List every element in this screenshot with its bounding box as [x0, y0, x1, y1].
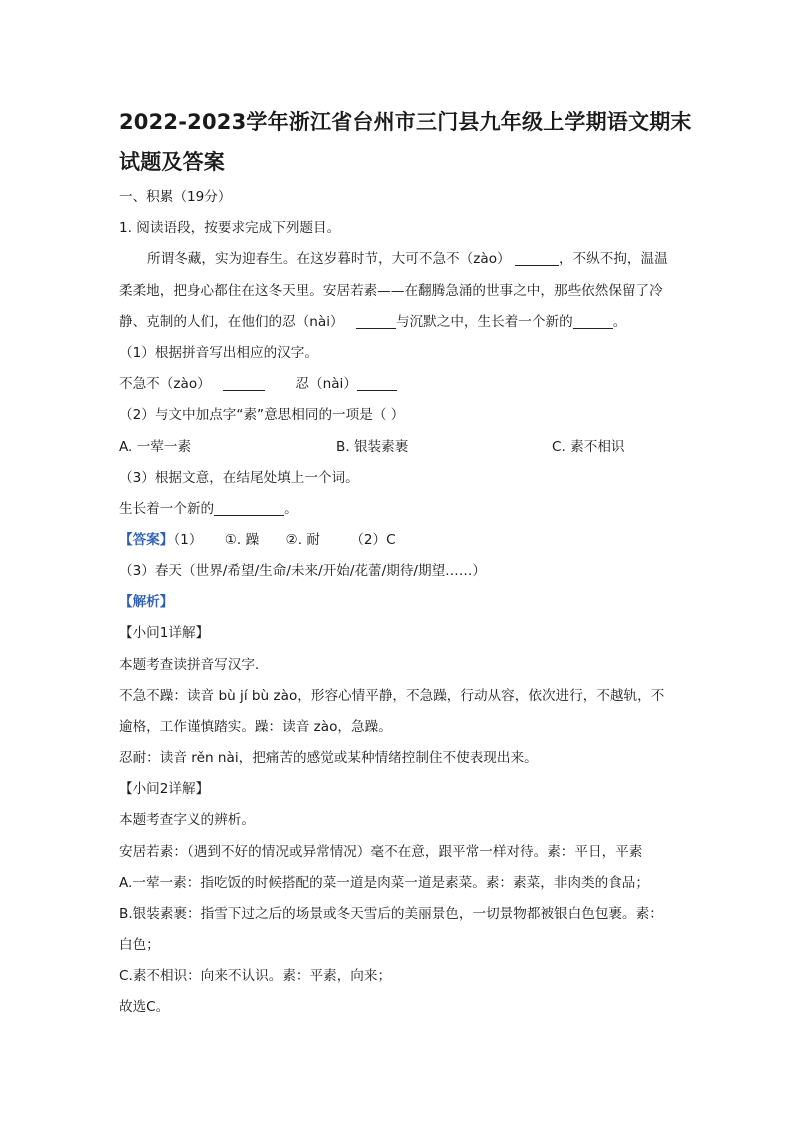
analysis-text: 忍耐：读音 rěn nài，把痛苦的感觉或某种情绪控制住不使表现出来。	[119, 750, 538, 766]
passage-line-2: 柔柔地，把身心都住在这冬天里。安居若素——在翻腾急涌的世事之中，那些依然保留了冷	[119, 283, 663, 299]
answer-part: ①. 躁	[224, 532, 260, 548]
answer-line-1	[119, 531, 396, 549]
passage-text: 与沉默之中，生长着一个新的	[395, 314, 573, 330]
passage-line-3	[119, 313, 626, 331]
passage-text: 。	[612, 314, 627, 330]
sub-question-3: （3）根据文意，在结尾处填上一个词。	[119, 470, 359, 486]
document-title-line2: 试题及答案	[119, 150, 225, 174]
analysis-text: B.银装素裹：指雪下过之后的场景或冬天雪后的美丽景色，一切景物都被银白色包裹。素：	[119, 906, 663, 922]
analysis-text: 故选C。	[119, 999, 170, 1015]
fill-text: 生长着一个新的	[119, 501, 215, 517]
analysis-text: 本题考查读拼音写汉字.	[119, 657, 260, 673]
fill-end: 。	[284, 501, 298, 517]
answer-blank	[573, 314, 613, 329]
sub-question-1: （1）根据拼音写出相应的汉字。	[119, 345, 318, 361]
answer-label: 【答案】	[119, 532, 174, 548]
analysis-heading-1: 【小问1详解】	[119, 625, 210, 641]
question-stem: 1. 阅读语段，按要求完成下列题目。	[119, 220, 341, 236]
answer-line-2: （3）春天（世界/希望/生命/未来/开始/花蕾/期待/期望……）	[119, 563, 486, 579]
answer-part: ②. 耐	[285, 532, 320, 548]
answer-blank	[357, 376, 397, 391]
passage-text: 静、克制的人们，在他们的忍（nài）	[119, 314, 344, 330]
passage-line-1	[147, 250, 668, 268]
analysis-text: 本题考查字义的辨析。	[119, 812, 255, 828]
option-c: C. 素不相识	[552, 439, 625, 455]
answer-part: （2）C	[350, 532, 396, 548]
document-title-line1: 2022-2023学年浙江省台州市三门县九年级上学期语文期末	[119, 110, 692, 134]
section-heading: 一、积累（19分）	[119, 189, 232, 205]
sub-question-2: （2）与文中加点字“素”意思相同的一项是（ ）	[119, 407, 405, 423]
option-a: A. 一荤一素	[119, 439, 192, 455]
answer-blank	[223, 376, 265, 391]
label-zao: 不急不（zào）	[119, 376, 211, 392]
answer-part: （1）	[173, 532, 203, 548]
sub-question-1-blanks	[119, 375, 397, 393]
analysis-text: 白色；	[119, 937, 160, 953]
analysis-label: 【解析】	[119, 594, 174, 610]
answer-blank	[356, 314, 396, 329]
analysis-text: 逾格，工作谨慎踏实。躁：读音 zào，急躁。	[119, 719, 392, 735]
analysis-text: 安居若素：（遇到不好的情况或异常情况）毫不在意，跟平常一样对待。素：平日，平素	[119, 844, 643, 860]
sub-question-3-fill	[119, 500, 298, 518]
analysis-text: A.一荤一素：指吃饭的时候搭配的菜一道是肉菜一道是素菜。素：素菜，非肉类的食品；	[119, 875, 649, 891]
answer-blank	[214, 501, 284, 516]
answer-blank	[515, 251, 559, 266]
label-nai: 忍（nài）	[295, 376, 357, 392]
analysis-text: C.素不相识：向来不认识。素：平素，向来；	[119, 968, 392, 984]
passage-text: ，不纵不拘，温温	[558, 251, 668, 267]
passage-text: 所谓冬藏，实为迎春生。在这岁暮时节，大可不急不（zào）	[147, 251, 511, 267]
analysis-heading-2: 【小问2详解】	[119, 781, 210, 797]
option-b: B. 银装素裹	[336, 439, 409, 455]
analysis-text: 不急不躁：读音 bù jí bù zào，形容心情平静，不急躁，行动从容，依次进行，不越轨，不	[119, 688, 665, 704]
